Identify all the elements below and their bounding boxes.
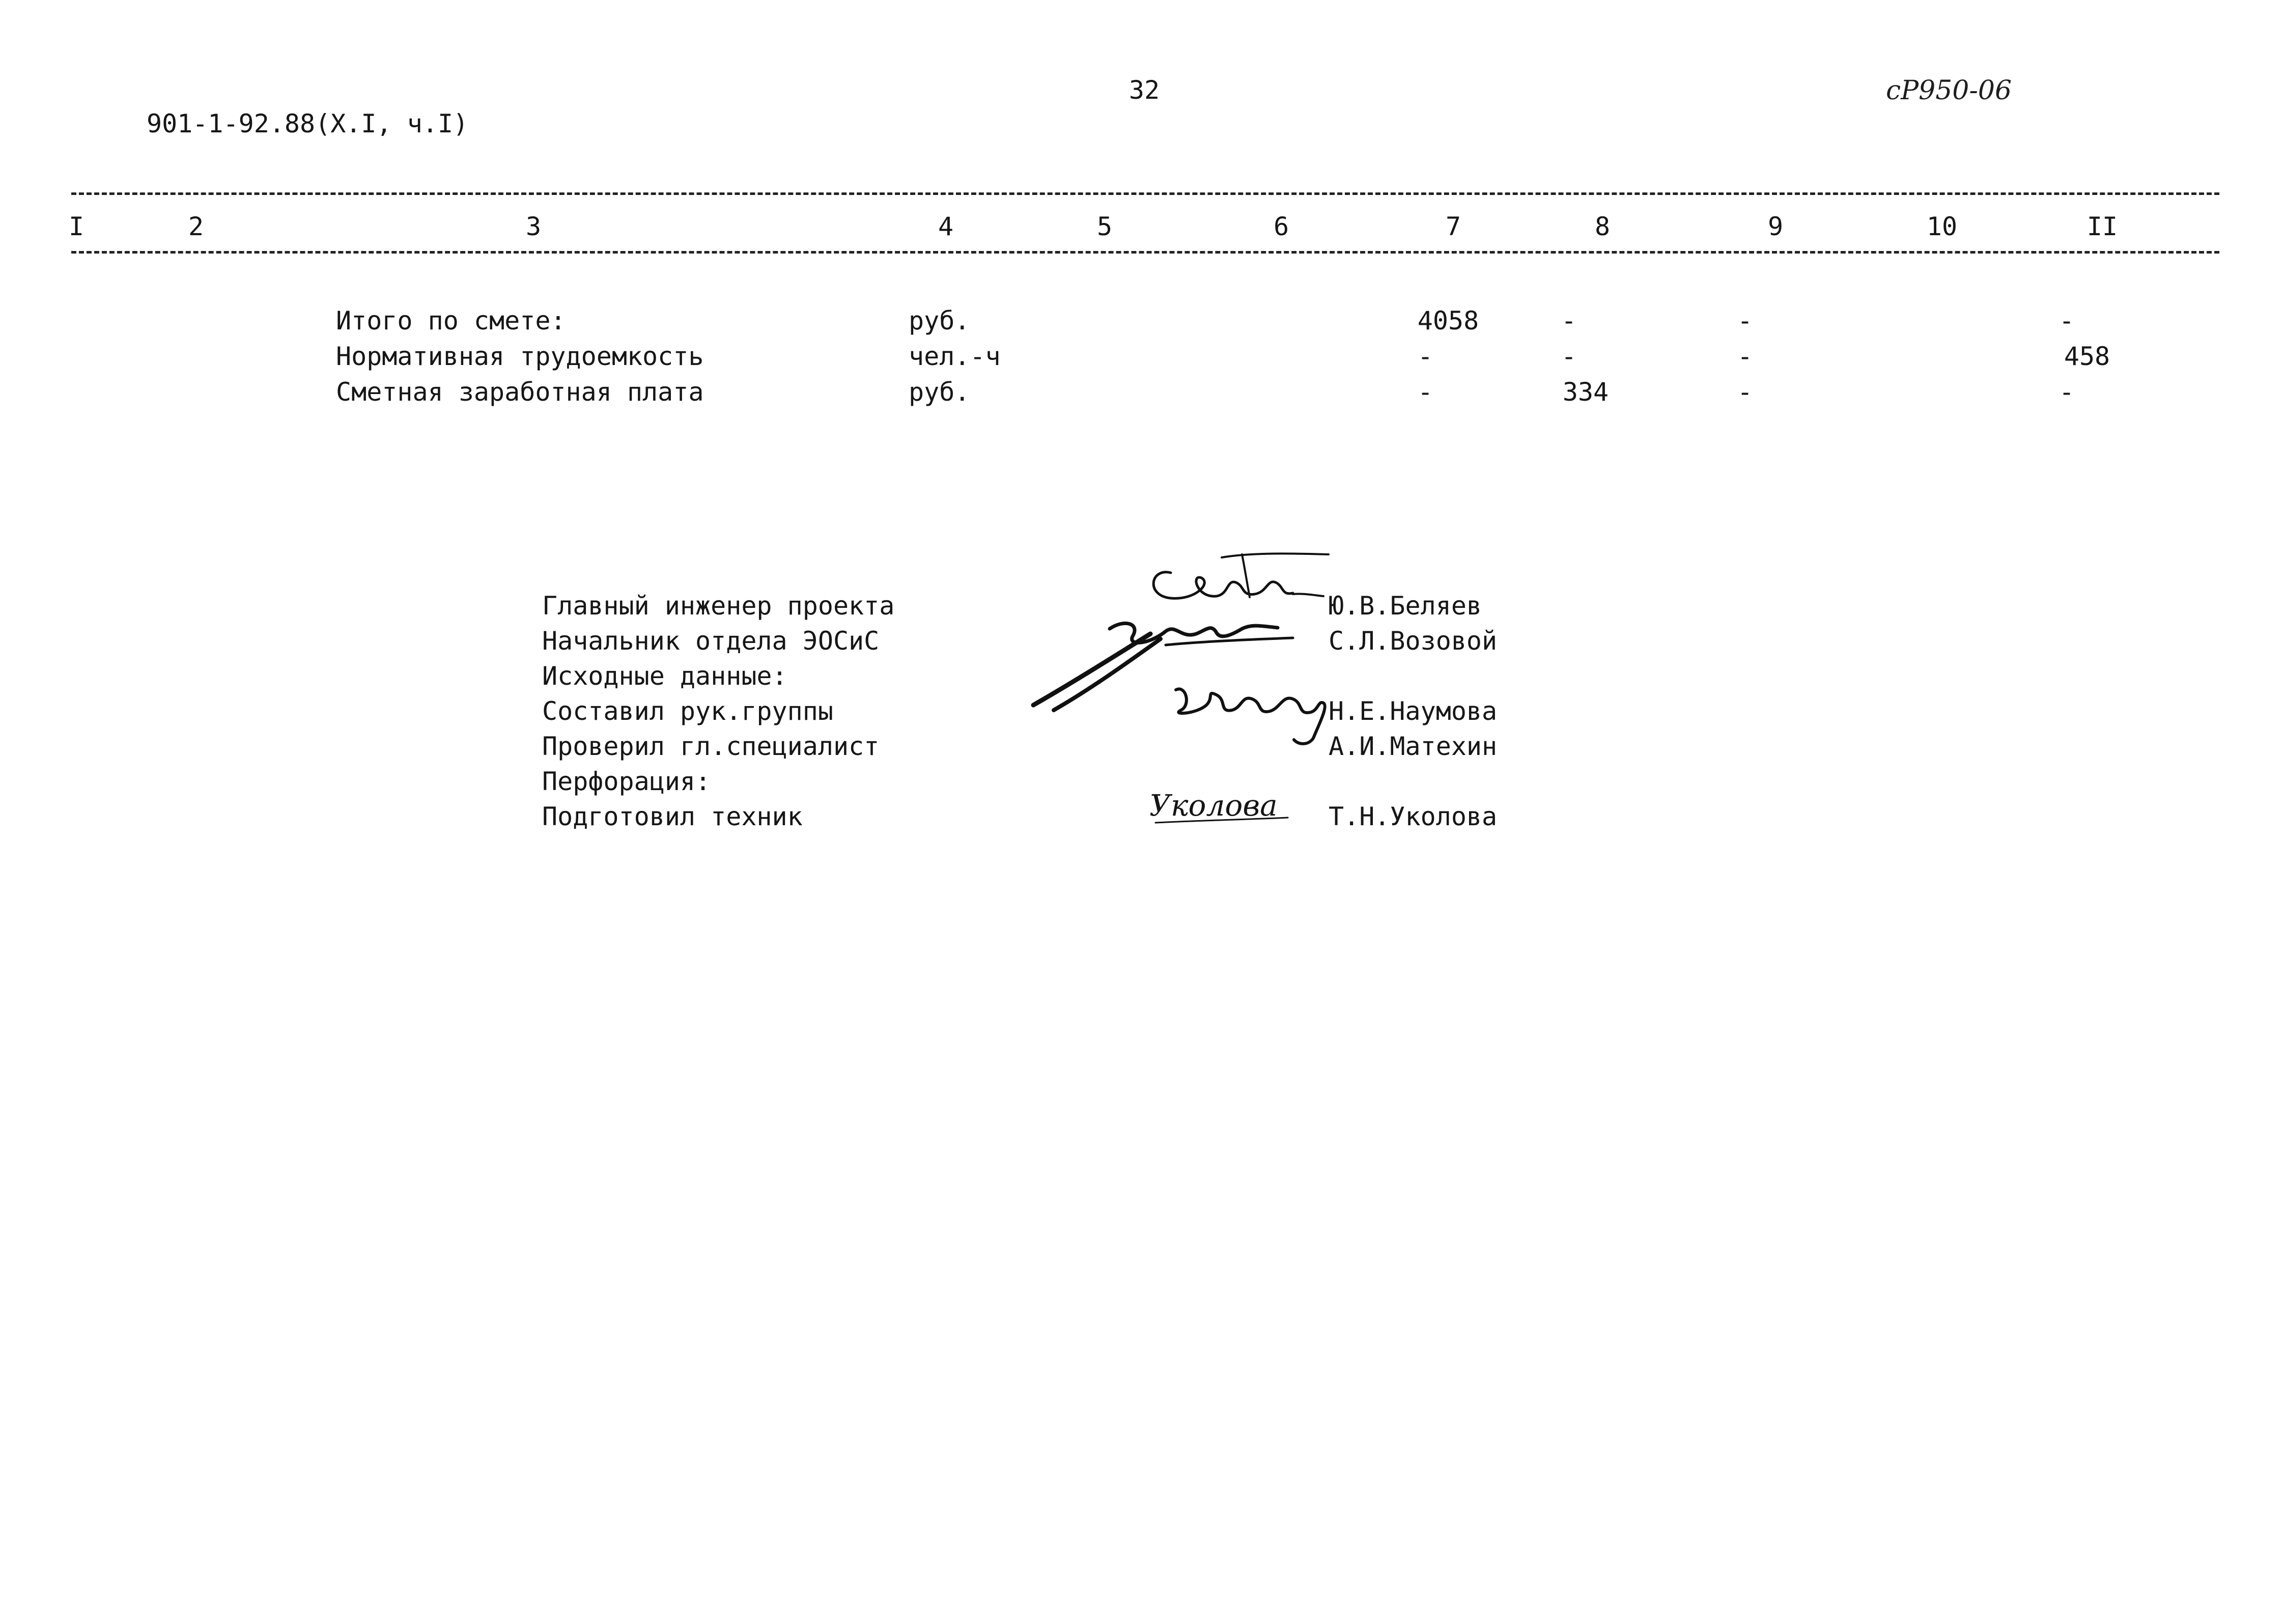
signature-role: Составил рук.группы bbox=[542, 696, 833, 726]
signatory-name: Т.Н.Уколова bbox=[1329, 802, 1498, 831]
signatory-name: С.Л.Возовой bbox=[1329, 626, 1498, 656]
svg-text:Уколова: Уколова bbox=[1149, 788, 1278, 823]
column-header: 9 bbox=[1767, 212, 1784, 241]
totals-col8: - bbox=[1561, 342, 1577, 371]
column-header: 7 bbox=[1445, 212, 1461, 241]
totals-label: Нормативная трудоемкость bbox=[336, 342, 704, 371]
totals-label: Итого по смете: bbox=[336, 306, 566, 335]
column-header: 5 bbox=[1096, 212, 1113, 241]
totals-col9: - bbox=[1737, 377, 1753, 407]
totals-unit: чел.-ч bbox=[909, 342, 1001, 371]
column-header: 10 bbox=[1926, 212, 1958, 241]
totals-unit: руб. bbox=[909, 377, 970, 407]
totals-col9: - bbox=[1737, 342, 1753, 371]
signatory-name: Н.Е.Наумова bbox=[1329, 696, 1498, 726]
signature-role: Исходные данные: bbox=[542, 661, 787, 691]
totals-col7: - bbox=[1417, 377, 1433, 407]
totals-col7: 4058 bbox=[1417, 306, 1479, 335]
column-header: 8 bbox=[1594, 212, 1611, 241]
signature-role: Подготовил техник bbox=[542, 802, 803, 831]
signature-ukolova bbox=[1145, 784, 1298, 830]
totals-col9: - bbox=[1737, 306, 1753, 335]
totals-unit: руб. bbox=[909, 306, 970, 335]
totals-col11: 458 bbox=[2064, 342, 2110, 371]
column-header: I bbox=[68, 212, 84, 241]
column-header: 2 bbox=[188, 212, 204, 241]
totals-col7: - bbox=[1417, 342, 1433, 371]
signature-role: Проверил гл.специалист bbox=[542, 732, 880, 761]
document-code: 901-1-92.88(X.I, ч.I) bbox=[147, 109, 469, 138]
column-header: 6 bbox=[1273, 212, 1289, 241]
totals-col8: 334 bbox=[1562, 377, 1609, 407]
header-rule-bottom bbox=[71, 251, 2219, 254]
totals-label: Сметная заработная плата bbox=[336, 377, 704, 407]
header-rule-top bbox=[71, 192, 2219, 195]
archive-stamp: сР950-06 bbox=[1886, 75, 2012, 106]
totals-col11: - bbox=[2059, 377, 2075, 407]
totals-col11: - bbox=[2059, 306, 2075, 335]
signature-role: Начальник отдела ЭОСиС bbox=[542, 626, 880, 656]
signature-role: Перфорация: bbox=[542, 767, 711, 796]
column-header: 3 bbox=[525, 212, 542, 241]
column-header: II bbox=[2086, 212, 2118, 241]
signatory-name: А.И.Матехин bbox=[1329, 732, 1498, 761]
page-number: 32 bbox=[1129, 75, 1160, 105]
signature-naumova bbox=[1166, 675, 1334, 751]
signature-role: Главный инженер проекта bbox=[542, 591, 895, 621]
column-header: 4 bbox=[938, 212, 954, 241]
totals-col8: - bbox=[1561, 306, 1577, 335]
signatory-name: Ю.В.Беляев bbox=[1329, 591, 1482, 621]
signature-belyaev bbox=[1140, 547, 1344, 603]
